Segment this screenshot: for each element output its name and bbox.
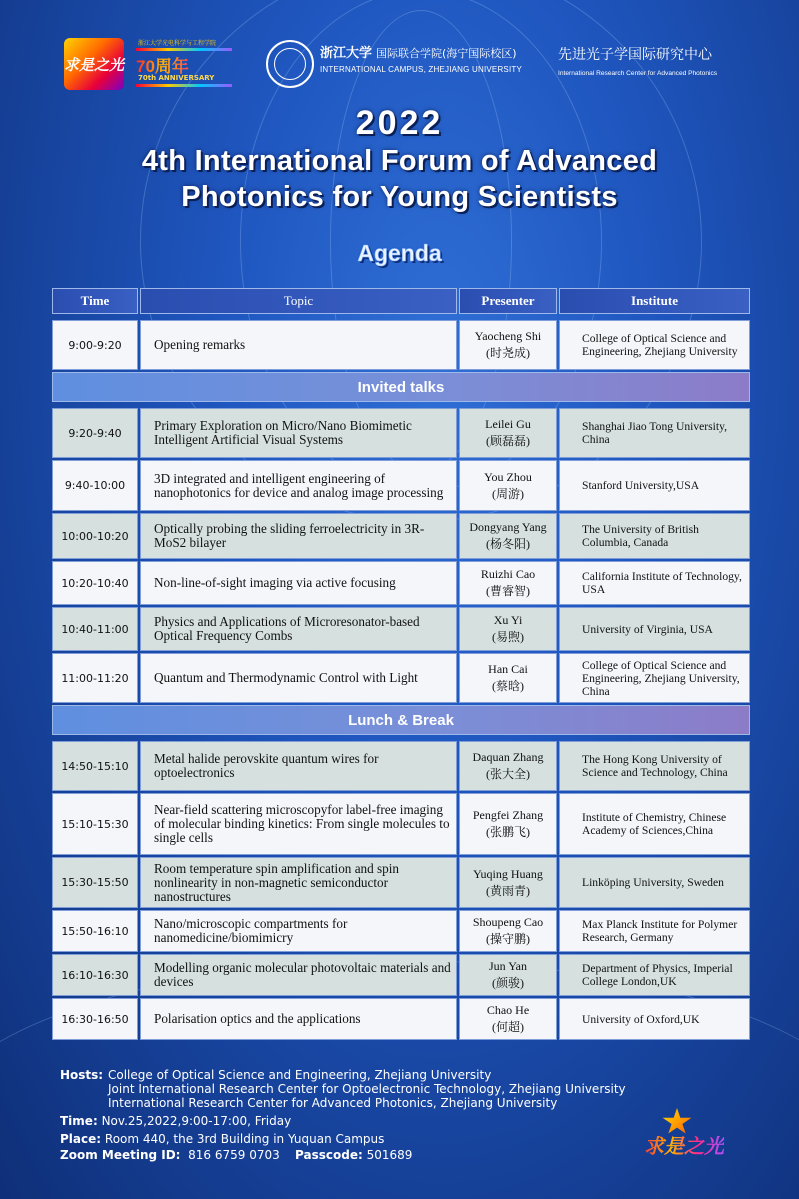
row-institute: Institute of Chemistry, Chinese Academy of Sciences,China [559,793,750,855]
row-institute: University of Oxford,UK [559,998,750,1040]
table-row [52,408,750,458]
row-topic: Polarisation optics and the applications [140,998,457,1040]
table-row [52,607,750,651]
table-row [52,561,750,605]
anniversary-en-text: 70th ANNIVERSARY [138,74,215,82]
presenter-cn: (时尧成) [486,346,530,360]
irc-en: International Research Center for Advanced Photonics [558,70,718,77]
presenter-en: You Zhou [484,469,532,484]
row-topic: Nano/microscopic compartments for nanomedicine/biomimicry [140,910,457,952]
row-time: 15:50-16:10 [52,910,138,952]
row-presenter [459,513,557,559]
col-time: Time [52,288,138,314]
anniversary-small-text: 浙江大学光电科学与工程学院 [138,40,217,47]
section-lunch-label: Lunch & Break [52,705,750,735]
row-presenter [459,910,557,952]
hosts-label: Hosts: [60,1068,104,1082]
row-topic: Metal halide perovskite quantum wires for optoelectronics [140,741,457,791]
table-row [52,998,750,1040]
presenter-en: Dongyang Yang [469,520,547,534]
row-institute: Shanghai Jiao Tong University, China [559,408,750,458]
host-item: College of Optical Science and Engineering, Zhejiang University [108,1068,492,1082]
row-presenter [459,998,557,1040]
presenter-cn: (黄雨青) [486,883,530,898]
place-label: Place: [60,1132,102,1146]
row-presenter [459,408,557,458]
table-row [52,653,750,703]
irc-cn: 先进光子学国际研究中心 [558,47,712,63]
presenter-en: Daquan Zhang [472,750,544,764]
row-time: 10:40-11:00 [52,607,138,651]
row-presenter [459,741,557,791]
row-institute: Stanford University,USA [559,460,750,511]
row-presenter [459,561,557,605]
table-row [52,954,750,996]
section-invited [52,372,750,402]
agenda-body [52,316,750,1040]
header-logos [0,36,799,96]
col-topic: Topic [140,288,457,314]
row-presenter [459,607,557,651]
table-row [52,910,750,952]
light-logo [64,38,124,90]
presenter-cn: (蔡晗) [492,679,524,693]
light-logo-bottom-text: 求是之光 [644,1130,724,1159]
time-value: Nov.25,2022,9:00-17:00, Friday [101,1114,292,1128]
row-institute: Linköping University, Sweden [559,857,750,908]
row-topic: 3D integrated and intelligent engineering of nanophotonics for device and analog image processing [140,460,457,511]
row-presenter [459,320,557,370]
title-line1: 4th International Forum of Advanced [141,145,658,177]
presenter-en: Shoupeng Cao [472,915,544,929]
row-topic: Physics and Applications of Microresonator-based Optical Frequency Combs [140,607,457,651]
presenter-cn: (曹睿智) [486,584,530,598]
zju-campus-logo [320,42,522,74]
host-item: Joint International Research Center for Optoelectronic Technology, Zhejiang University [108,1082,626,1096]
row-topic: Modelling organic molecular photovoltaic materials and devices [140,954,457,996]
row-topic: Opening remarks [140,320,457,370]
row-presenter [459,653,557,703]
section-lunch [52,705,750,735]
anniversary-stripe [136,48,232,51]
anniversary-big-text: 70周年 [136,52,189,77]
passcode-label: Passcode: [295,1148,363,1162]
presenter-en: Pengfei Zhang [472,808,544,822]
table-row [52,513,750,559]
presenter-cn: (操守鹏) [486,932,530,946]
presenter-cn: (顾磊磊) [486,434,530,448]
row-institute: College of Optical Science and Engineering, Zhejiang University, China [559,653,750,703]
footer-info [60,1068,626,1162]
zju-campus-en: INTERNATIONAL CAMPUS, ZHEJIANG UNIVERSITY [320,65,523,74]
row-time: 11:00-11:20 [52,653,138,703]
row-time: 16:10-16:30 [52,954,138,996]
table-row [52,793,750,855]
row-institute: The University of British Columbia, Canada [559,513,750,559]
presenter-cn: (易煦) [492,630,524,644]
presenter-cn: (周游) [492,486,524,501]
presenter-en: Leilei Gu [485,417,531,431]
anniversary-logo [132,38,236,90]
presenter-cn: (张鹏飞) [486,825,530,839]
section-invited-label: Invited talks [52,372,750,402]
agenda-table [50,286,752,1042]
row-topic: Non-line-of-sight imaging via active focusing [140,561,457,605]
row-time: 14:50-15:10 [52,741,138,791]
row-institute: College of Optical Science and Engineering, Zhejiang University [559,320,750,370]
place-value: Room 440, the 3rd Building in Yuquan Campus [104,1132,385,1146]
presenter-cn: (何超) [492,1020,524,1034]
presenter-en: Chao He [486,1003,530,1017]
row-presenter [459,793,557,855]
zoom-value: 816 6759 0703 [188,1148,280,1162]
zoom-label: Zoom Meeting ID: [60,1148,181,1162]
row-time: 10:20-10:40 [52,561,138,605]
row-institute: Department of Physics, Imperial College London,UK [559,954,750,996]
row-time: 15:10-15:30 [52,793,138,855]
table-row [52,460,750,511]
row-topic: Room temperature spin amplification and spin nonlinearity in non-magnetic semiconductor nanostructures [140,857,457,908]
zju-seal-icon [266,40,314,88]
presenter-cn: (张大全) [486,767,530,781]
time-label: Time: [60,1114,98,1128]
row-institute: University of Virginia, USA [559,607,750,651]
row-time: 9:00-9:20 [52,320,138,370]
row-presenter [459,460,557,511]
irc-logo [558,44,717,77]
presenter-en: Han Cai [488,662,528,676]
row-presenter [459,857,557,908]
table-row [52,857,750,908]
row-topic: Quantum and Thermodynamic Control with Light [140,653,457,703]
presenter-cn: (颜骏) [492,976,524,990]
col-institute: Institute [559,288,750,314]
row-topic: Near-field scattering microscopyfor label-free imaging of molecular binding kinetics: From single molecules to single cells [140,793,457,855]
zju-campus-cn: 国际联合学院(海宁国际校区) [376,47,517,60]
row-institute: Max Planck Institute for Polymer Research, Germany [559,910,750,952]
table-row [52,741,750,791]
presenter-en: Yuqing Huang [473,866,543,881]
presenter-en: Ruizhi Cao [480,567,536,581]
row-time: 15:30-15:50 [52,857,138,908]
light-logo-bottom [640,1108,740,1172]
row-topic: Primary Exploration on Micro/Nano Biomimetic Intelligent Artificial Visual Systems [140,408,457,458]
col-presenter: Presenter [459,288,557,314]
light-logo-text: 求是之光 [64,55,125,74]
row-institute: California Institute of Technology, USA [559,561,750,605]
hosts-list [108,1068,626,1110]
row-time: 10:00-10:20 [52,513,138,559]
presenter-en: Jun Yan [488,959,527,973]
row-presenter [459,954,557,996]
zju-cn: 浙江大学 [320,46,373,61]
passcode-value: 501689 [366,1148,413,1162]
host-item: International Research Center for Advanced Photonics, Zhejiang University [108,1096,558,1110]
row-institute: The Hong Kong University of Science and Technology, China [559,741,750,791]
presenter-en: Xu Yi [493,613,523,627]
title-line2: Photonics for Young Scientists [181,181,618,213]
table-row [52,320,750,370]
anniversary-stripe [136,84,232,87]
title-year: 2022 [355,104,444,142]
presenter-en: Yaocheng Shi [474,329,542,343]
row-time: 9:40-10:00 [52,460,138,511]
presenter-cn: (杨冬阳) [486,537,530,551]
row-topic: Optically probing the sliding ferroelectricity in 3R-MoS2 bilayer [140,513,457,559]
row-time: 16:30-16:50 [52,998,138,1040]
row-time: 9:20-9:40 [52,408,138,458]
agenda-heading: Agenda [357,240,442,266]
